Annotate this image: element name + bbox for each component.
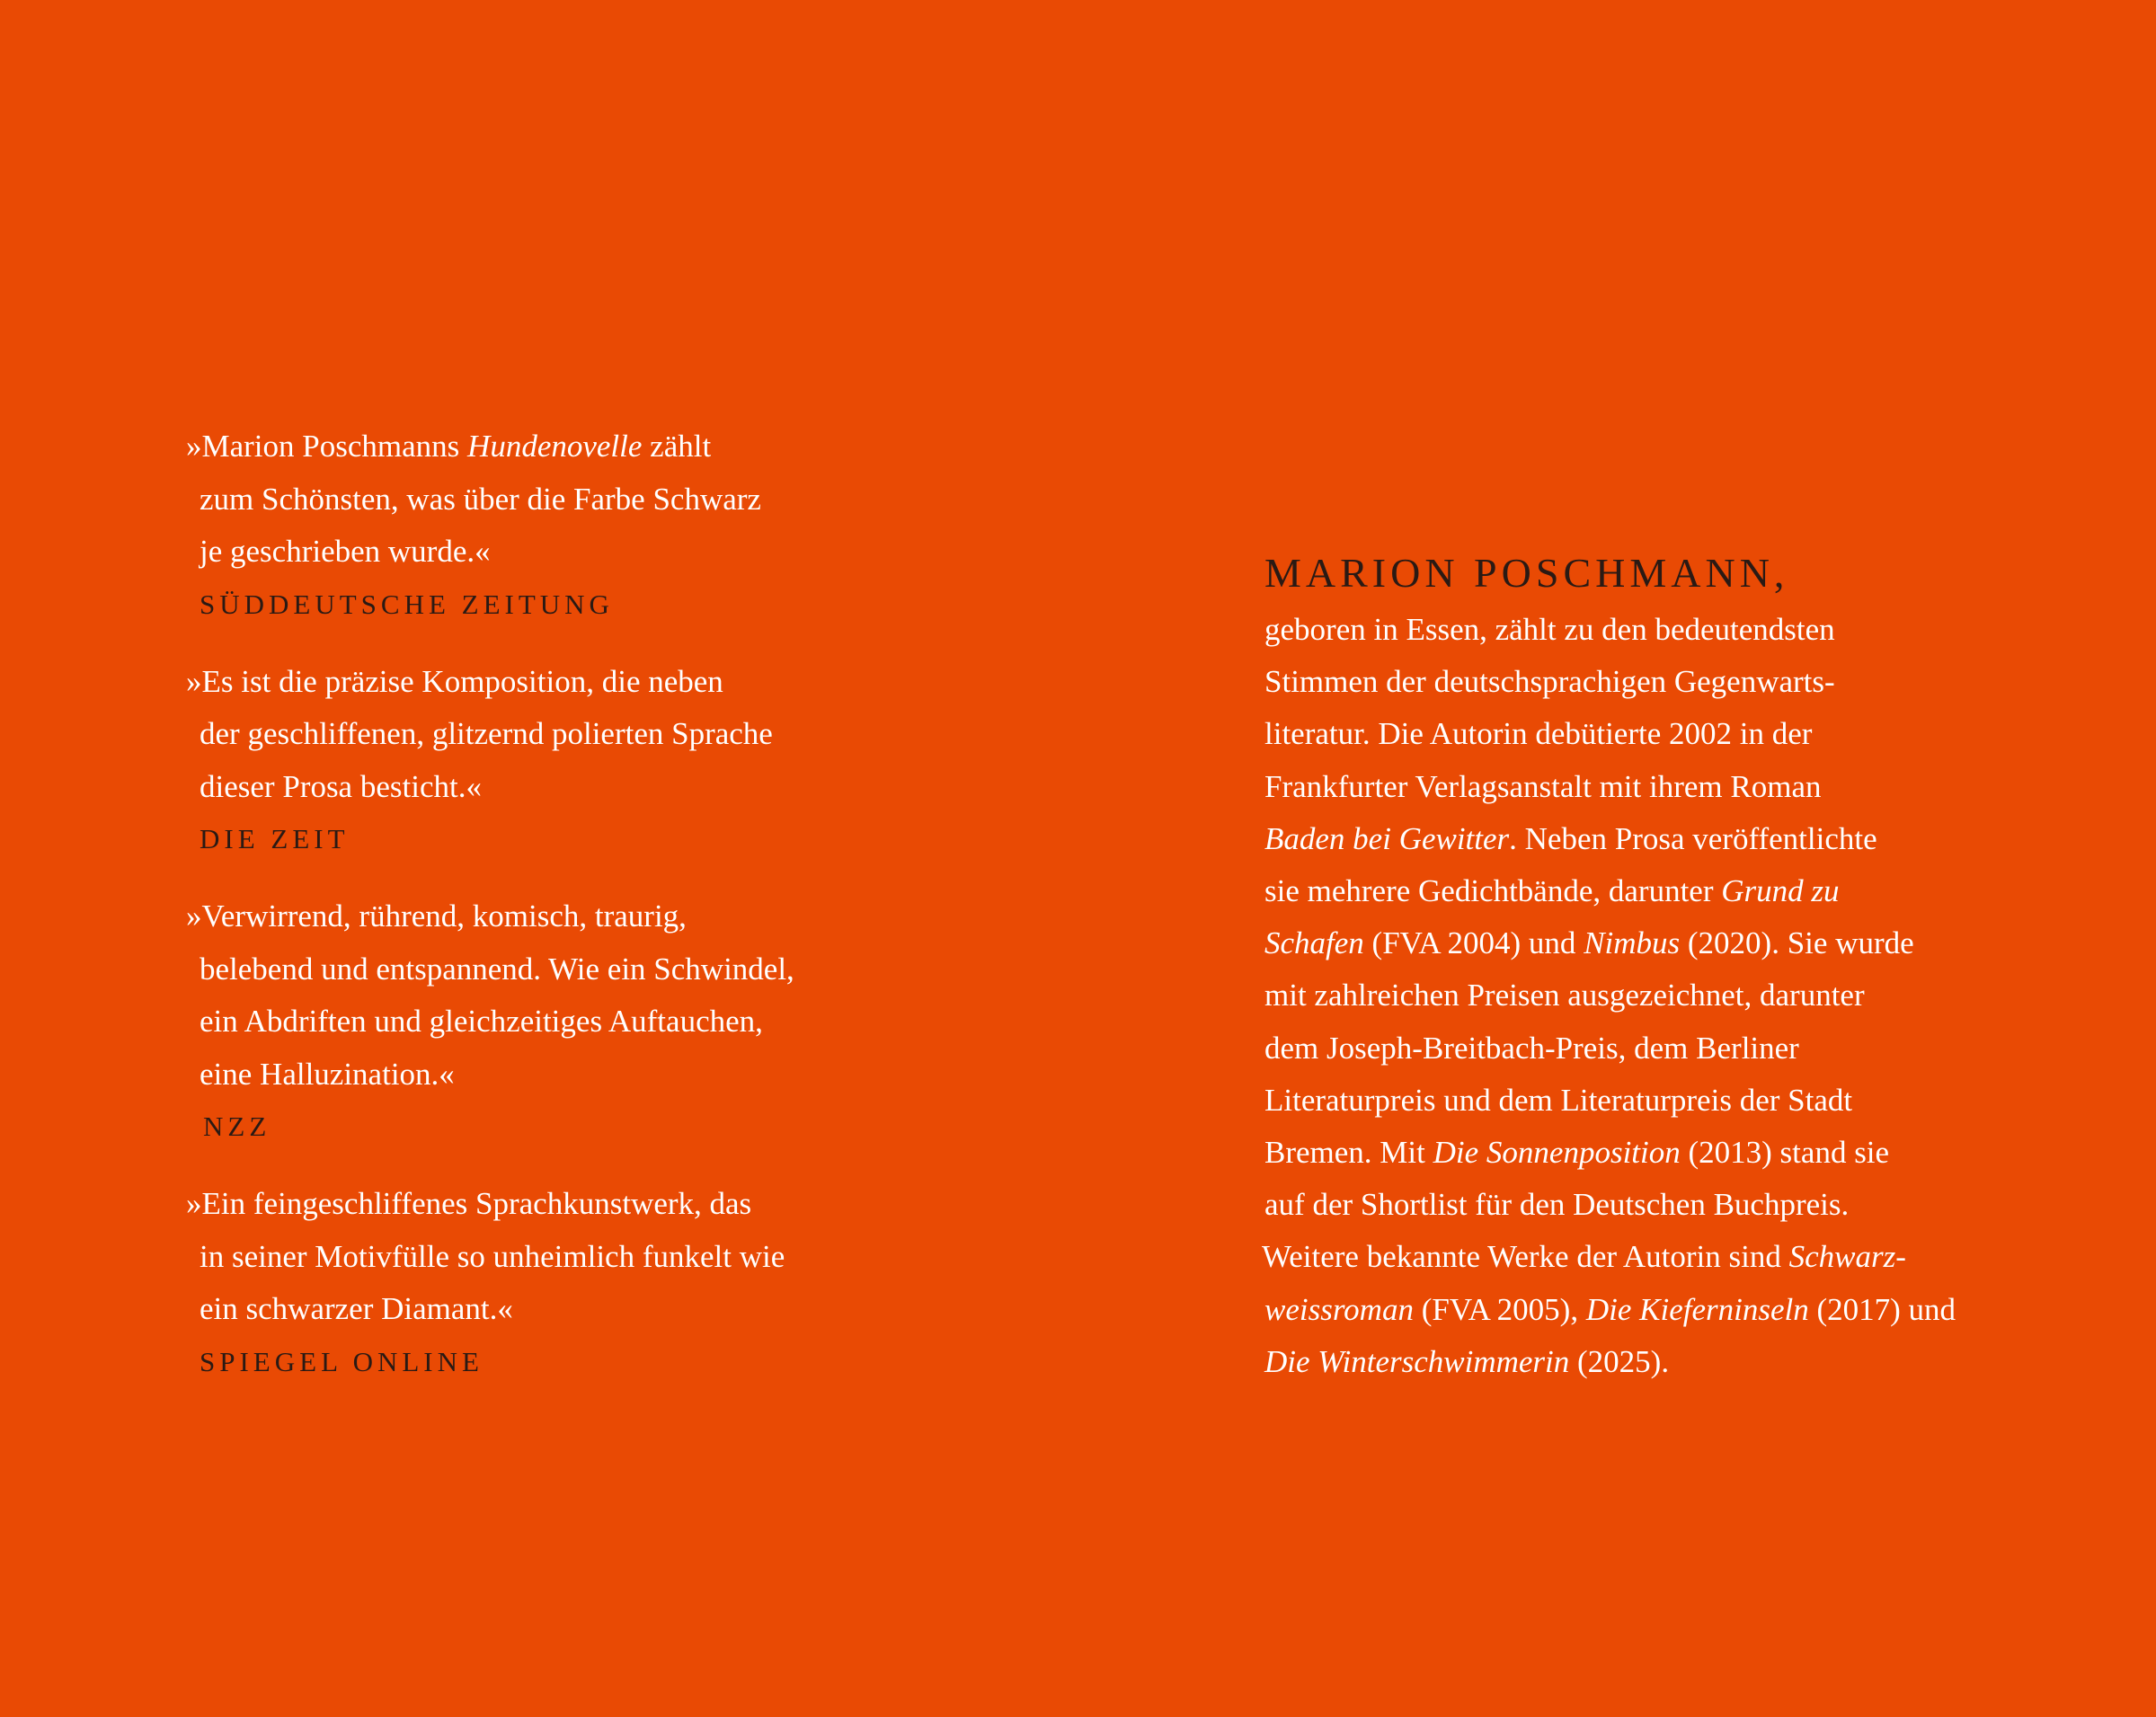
book-title: Nimbus xyxy=(1584,925,1681,961)
book-title: Schafen xyxy=(1264,925,1364,961)
press-quote xyxy=(186,420,995,631)
quote-source: SPIEGEL ONLINE xyxy=(200,1345,484,1377)
bio-line: dem Joseph-Breitbach-Preis, dem Berliner xyxy=(1264,1030,1799,1066)
quote-line: »Ein feingeschliffenes Sprachkunstwerk, das xyxy=(186,1186,752,1221)
press-quote xyxy=(186,1178,995,1388)
quote-source: SÜDDEUTSCHE ZEITUNG xyxy=(200,588,614,620)
quote-source: NZZ xyxy=(203,1111,271,1142)
bio-line: weissroman (FVA 2005), Die Kieferninseln (2017) und xyxy=(1264,1291,1956,1327)
bio-line: Stimmen der deutschsprachigen Gegenwarts- xyxy=(1264,664,1835,700)
quote-line: in seiner Motivfülle so unheimlich funkelt wie xyxy=(200,1238,785,1274)
quote-line: belebend und entspannend. Wie ein Schwindel, xyxy=(200,951,794,987)
press-quote xyxy=(186,656,995,866)
quote-line: zum Schönsten, was über die Farbe Schwarz xyxy=(200,481,761,517)
book-title: weissroman xyxy=(1264,1291,1414,1327)
book-title: Grund zu xyxy=(1721,873,1840,909)
book-title: Die Winterschwimmerin xyxy=(1264,1343,1570,1379)
bio-line: Baden bei Gewitter. Neben Prosa veröffentlichte xyxy=(1264,820,1877,856)
quote-line: je geschrieben wurde.« xyxy=(200,534,491,569)
author-bio-column xyxy=(1264,543,2055,1388)
bio-line: Bremen. Mit Die Sonnenposition (2013) stand sie xyxy=(1264,1135,1890,1171)
quote-line: »Marion Poschmanns Hundenovelle zählt xyxy=(186,429,712,464)
quote-line: »Verwirrend, rührend, komisch, traurig, xyxy=(186,898,687,934)
bio-line: Schafen (FVA 2004) und Nimbus (2020). Sie wurde xyxy=(1264,925,1914,961)
bio-line: geboren in Essen, zählt zu den bedeutendsten xyxy=(1264,612,1835,647)
quote-line: »Es ist die präzise Komposition, die neben xyxy=(186,663,723,699)
book-title: Die Kieferninseln xyxy=(1585,1291,1809,1327)
bio-line: Frankfurter Verlagsanstalt mit ihrem Roman xyxy=(1264,768,1822,804)
quote-line: eine Halluzination.« xyxy=(200,1056,455,1092)
quote-source: DIE ZEIT xyxy=(200,823,350,854)
bio-line: Literaturpreis und dem Literaturpreis der Stadt xyxy=(1264,1082,1853,1118)
book-title: Baden bei Gewitter xyxy=(1264,820,1510,856)
bio-line: auf der Shortlist für den Deutschen Buchpreis. xyxy=(1264,1187,1850,1223)
bio-line: literatur. Die Autorin debütierte 2002 in der xyxy=(1264,716,1813,752)
book-title: Schwarz- xyxy=(1788,1239,1906,1275)
quote-line: ein Abdriften und gleichzeitiges Auftauchen, xyxy=(200,1004,763,1039)
bio-line: sie mehrere Gedichtbände, darunter Grund zu xyxy=(1264,873,1840,909)
quote-line: ein schwarzer Diamant.« xyxy=(200,1291,513,1326)
bio-line: Weitere bekannte Werke der Autorin sind Schwarz- xyxy=(1262,1239,1906,1275)
bio-line: Die Winterschwimmerin (2025). xyxy=(1264,1343,1670,1379)
book-title: Die Sonnenposition xyxy=(1433,1135,1681,1171)
quote-line: dieser Prosa besticht.« xyxy=(200,768,482,804)
bio-line: mit zahlreichen Preisen ausgezeichnet, darunter xyxy=(1264,978,1865,1013)
author-name: MARION POSCHMANN, xyxy=(1264,550,1789,596)
quote-line: der geschliffenen, glitzernd polierten Sprache xyxy=(200,716,773,751)
press-quotes-column xyxy=(186,420,995,1413)
press-quote xyxy=(186,890,995,1153)
